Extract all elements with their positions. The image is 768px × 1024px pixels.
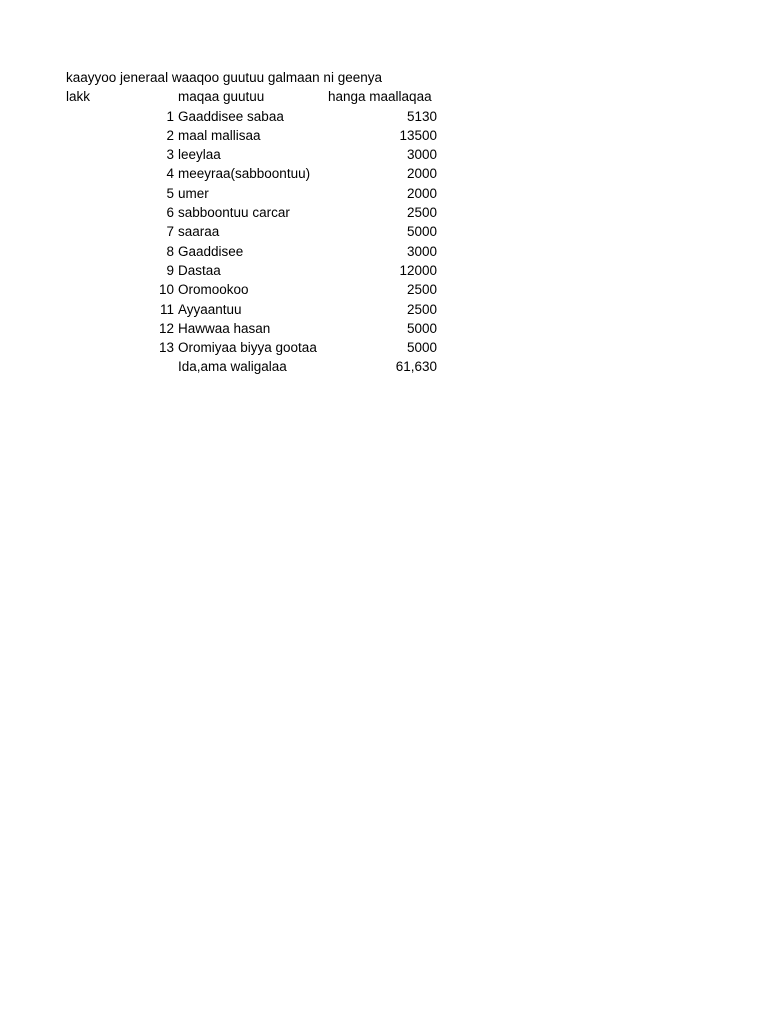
row-name: umer: [178, 185, 209, 201]
row-number: 2: [166, 127, 174, 143]
row-amount: 2500: [406, 282, 437, 298]
sheet-title: kaayyoo jeneraal waaqoo guutuu galmaan ni geenya: [66, 70, 382, 85]
row-name: Oromiyaa biyya gootaa: [178, 340, 317, 356]
row-number: 3: [166, 147, 174, 163]
row-number: 9: [166, 262, 174, 278]
row-number: 1: [166, 108, 174, 124]
row-name: sabboontuu carcar: [178, 205, 290, 221]
row-amount: 3000: [406, 147, 437, 163]
row-amount: 13500: [399, 127, 437, 143]
total-amount: 61,630: [395, 359, 437, 375]
row-number: 5: [166, 185, 174, 201]
header-lakk: lakk: [66, 89, 91, 105]
row-amount: 5000: [406, 340, 437, 356]
row-name: meeyraa(sabboontuu): [178, 166, 311, 182]
row-name: Dastaa: [178, 262, 221, 278]
row-number: 4: [166, 166, 174, 182]
row-amount: 5130: [406, 108, 437, 124]
row-amount: 2000: [406, 185, 437, 201]
row-number: 10: [158, 282, 174, 298]
row-amount: 5000: [406, 224, 437, 240]
row-number: 11: [159, 301, 174, 317]
row-name: maal mallisaa: [178, 127, 261, 143]
row-name: Oromookoo: [178, 282, 249, 298]
row-amount: 2500: [406, 301, 437, 317]
row-name: leeylaa: [178, 147, 221, 163]
row-amount: 3000: [406, 243, 437, 259]
row-number: 13: [158, 340, 174, 356]
row-number: 7: [166, 224, 174, 240]
total-label: Ida,ama waligalaa: [178, 359, 287, 375]
row-name: Hawwaa hasan: [178, 320, 271, 336]
row-number: 6: [166, 205, 174, 221]
row-name: Ayyaantuu: [178, 301, 242, 317]
header-amount: hanga maallaqaa: [328, 89, 432, 105]
row-name: saaraa: [178, 224, 220, 240]
row-amount: 2500: [406, 205, 437, 221]
row-amount: 5000: [406, 320, 437, 336]
row-name: Gaaddisee: [178, 243, 244, 259]
header-name: maqaa guutuu: [178, 89, 265, 105]
row-name: Gaaddisee sabaa: [178, 108, 284, 124]
row-number: 8: [166, 243, 174, 259]
row-number: 12: [158, 320, 174, 336]
row-amount: 12000: [399, 262, 437, 278]
row-amount: 2000: [406, 166, 437, 182]
